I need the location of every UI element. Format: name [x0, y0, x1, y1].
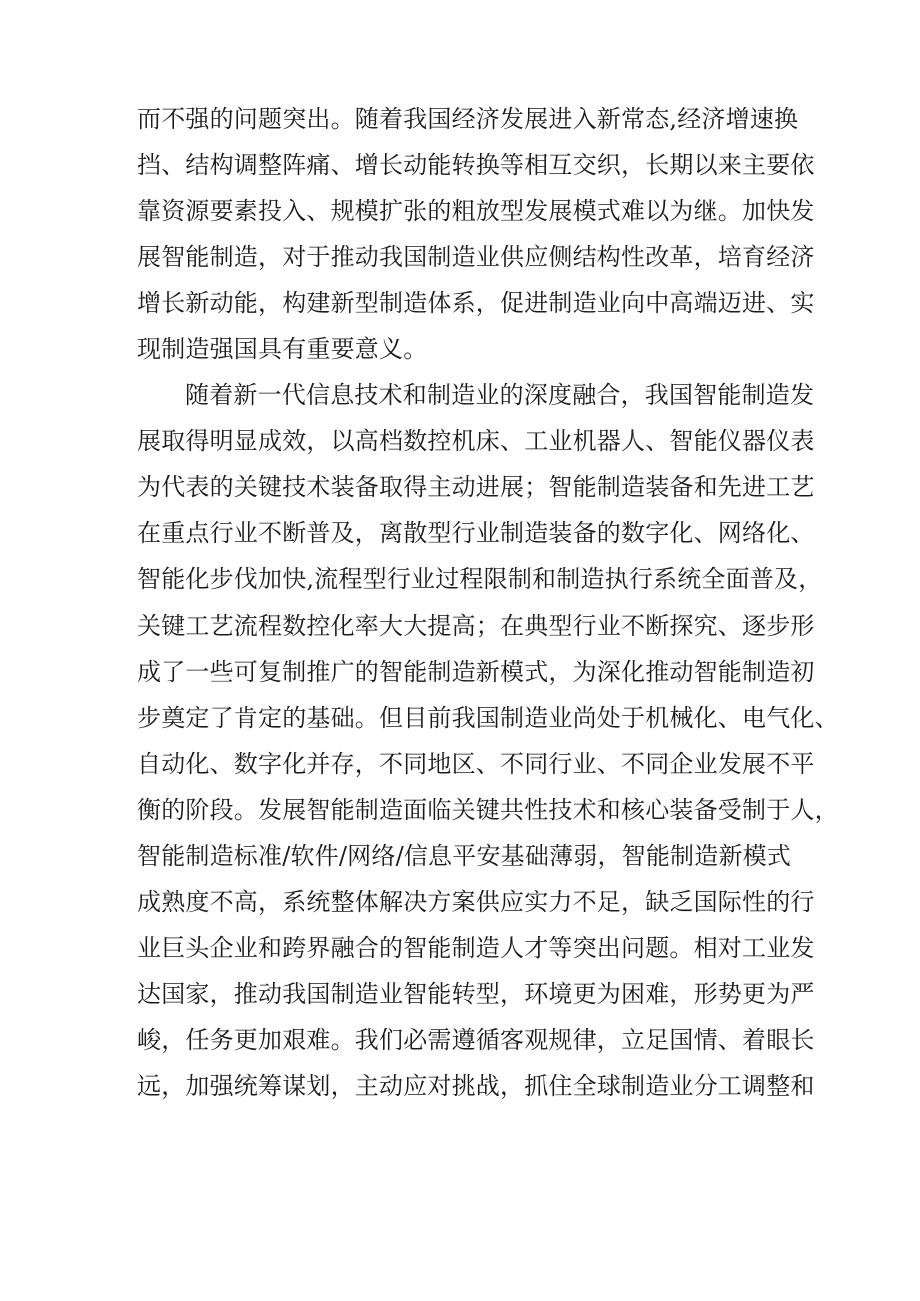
paragraph-2-line	[0, 1017, 920, 1063]
text-line: 展取得明显成效，以高档数控机床、工业机器人、智能仪器仪表	[137, 427, 815, 456]
paragraph-2-line	[0, 1063, 920, 1109]
paragraph-1-line	[0, 188, 920, 234]
paragraph-2-line	[0, 971, 920, 1017]
text-line: 关键工艺流程数控化率大大提高；在典型行业不断探究、逐步形	[137, 611, 815, 640]
text-line: 达国家，推动我国制造业智能转型，环境更为困难，形势更为严	[137, 979, 815, 1008]
text-line: 远，加强统筹谋划，主动应对挑战，抓住全球制造业分工调整和	[137, 1071, 815, 1100]
paragraph-1-line	[0, 142, 920, 188]
paragraph-2-line	[0, 695, 920, 741]
text-line: 智能化步伐加快,流程型行业过程限制和制造执行系统全面普及，	[137, 565, 823, 594]
text-line: 步奠定了肯定的基础。但目前我国制造业尚处于机械化、电气化、	[137, 703, 839, 732]
paragraph-2-first-line	[0, 372, 920, 418]
text-line: 衡的阶段。发展智能制造面临关键共性技术和核心装备受制于人，	[137, 795, 839, 824]
text-line: 而不强的问题突出。随着我国经济发展进入新常态,经济增速换	[137, 105, 799, 133]
text-line: 成熟度不高，系统整体解决方案供应实力不足，缺乏国际性的行	[137, 887, 815, 916]
text-line: 现制造强国具有重要意义。	[137, 335, 428, 364]
paragraph-1-line	[0, 234, 920, 280]
paragraph-1-line	[0, 280, 920, 326]
text-line: 在重点行业不断普及，离散型行业制造装备的数字化、网络化、	[137, 519, 815, 548]
paragraph-2-line	[0, 741, 920, 787]
paragraph-2-line	[0, 603, 920, 649]
text-line: 靠资源要素投入、规模扩张的粗放型发展模式难以为继。加快发	[137, 197, 815, 226]
text-line: 业巨头企业和跨界融合的智能制造人才等突出问题。相对工业发	[137, 933, 815, 962]
paragraph-2-line	[0, 556, 920, 602]
paragraph-2-line	[0, 464, 920, 510]
paragraph-2-line	[0, 879, 920, 925]
paragraph-2-line	[0, 418, 920, 464]
text-line: 增长新动能，构建新型制造体系，促进制造业向中高端迈进、实	[137, 289, 815, 318]
paragraph-2-line	[0, 510, 920, 556]
paragraph-2-line	[0, 925, 920, 971]
paragraph-1-line	[0, 96, 920, 142]
text-line: 成了一些可复制推广的智能制造新模式，为深化推动智能制造初	[137, 657, 815, 686]
text-line: 随着新一代信息技术和制造业的深度融合，我国智能制造发	[185, 381, 815, 410]
text-line: 为代表的关键技术装备取得主动进展；智能制造装备和先进工艺	[137, 473, 815, 502]
paragraph-1-line	[0, 326, 920, 372]
text-line: 展智能制造，对于推动我国制造业供应侧结构性改革，培育经济	[137, 243, 815, 272]
paragraph-2-line	[0, 649, 920, 695]
text-line: 自动化、数字化并存，不同地区、不同行业、不同企业发展不平	[137, 749, 815, 778]
document-body	[0, 96, 920, 1109]
paragraph-2-line	[0, 833, 920, 879]
paragraph-2-line	[0, 787, 920, 833]
text-line: 峻，任务更加艰难。我们必需遵循客观规律，立足国情、着眼长	[137, 1025, 815, 1054]
text-line: 智能制造标准/软件/网络/信息平安基础薄弱，智能制造新模式	[137, 841, 792, 870]
text-line: 挡、结构调整阵痛、增长动能转换等相互交织，长期以来主要依	[137, 151, 815, 180]
